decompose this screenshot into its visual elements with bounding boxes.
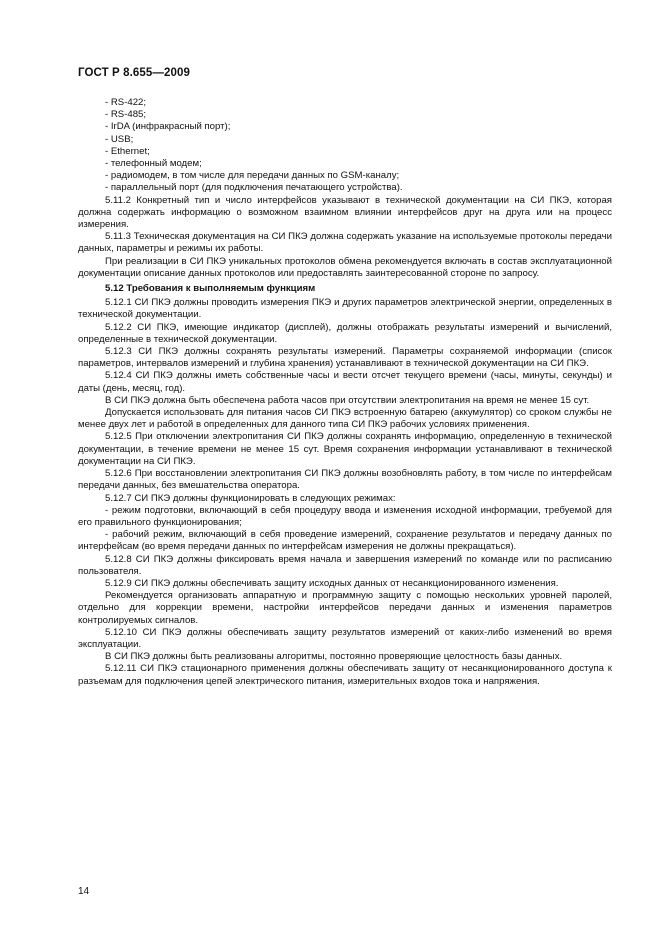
list-item: - телефонный модем; [105, 158, 202, 170]
paragraph: 5.12.11 СИ ПКЭ стационарного применения должны обеспечивать защиту от несанкционированного доступа к разъемам для подключения цепей электрического питания, измерительных входов тока и напряжения. [78, 663, 612, 687]
paragraph: 5.12.9 СИ ПКЭ должны обеспечивать защиту исходных данных от несанкционированного изменения. [105, 577, 559, 589]
paragraph: В СИ ПКЭ должны быть реализованы алгоритмы, постоянно проверяющие целостность базы данных. [105, 651, 563, 663]
page-number: 14 [78, 886, 90, 897]
paragraph: 5.12.4 СИ ПКЭ должны иметь собственные часы и вести отсчет текущего времени (часы, минуты, секунды) и даты (день, месяц, год). [78, 370, 612, 394]
paragraph: - режим подготовки, включающий в себя процедуру ввода и изменения исходной информации, требуемой для его правильного функционирования; [78, 504, 612, 528]
paragraph: 5.12.6 При восстановлении электропитания СИ ПКЭ должны возобновлять работу, в том числе по интерфейсам передачи данных, без вмешательства оператора. [78, 468, 612, 492]
paragraph: В СИ ПКЭ должна быть обеспечена работа часов при отсутствии электропитания на время не менее 15 сут. [105, 394, 590, 406]
list-item: - параллельный порт (для подключения печатающего устройства). [105, 182, 403, 194]
list-item: - радиомодем, в том числе для передачи данных по GSM-каналу; [105, 170, 400, 182]
list-item: - RS-485; [105, 109, 147, 121]
section-heading: 5.12 Требования к выполняемым функциям [105, 283, 316, 295]
list-item: - RS-422; [105, 97, 147, 108]
list-item: - USB; [105, 133, 134, 145]
paragraph: 5.12.8 СИ ПКЭ должны фиксировать время начала и завершения измерений по команде или по расписанию пользователя. [78, 553, 612, 577]
paragraph: 5.12.3 СИ ПКЭ должны сохранять результаты измерений. Параметры сохраняемой информации (список параметров, интервалов измерений и глубина хранения) устанавливают в технической документации на СИ ПКЭ. [78, 346, 612, 370]
paragraph: При реализации в СИ ПКЭ уникальных протоколов обмена рекомендуется включать в состав эксплуатационной документации описание данных протоколов или предоставлять заинтересованной стороне по запросу. [78, 255, 612, 279]
document-header: ГОСТ Р 8.655—2009 [78, 67, 190, 79]
paragraph: 5.12.2 СИ ПКЭ, имеющие индикатор (дисплей), должны отображать результаты измерений и вычислений, определенные в технической документации. [78, 321, 612, 345]
list-item: - Ethernet; [105, 145, 150, 157]
paragraph: Допускается использовать для питания часов СИ ПКЭ встроенную батарею (аккумулятор) со сроком службы не менее двух лет и работой в определенных для данного типа СИ ПКЭ рабочих условиях применения. [78, 407, 612, 431]
paragraph: 5.12.10 СИ ПКЭ должны обеспечивать защиту результатов измерений от каких-либо изменений во время эксплуатации. [78, 626, 612, 650]
list-item: - IrDA (инфракрасный порт); [105, 121, 231, 133]
paragraph: 5.12.1 СИ ПКЭ должны проводить измерения ПКЭ и других параметров электрической энергии, определенных в технической документации. [78, 297, 612, 321]
paragraph: 5.12.5 При отключении электропитания СИ ПКЭ должны сохранять информацию, определенную в технической документации, в течение времени не менее 15 сут. Время сохранения информации устанавливают в технической документации на СИ ПКЭ. [78, 431, 612, 467]
paragraph: Рекомендуется организовать аппаратную и программную защиту с помощью нескольких уровней паролей, отдельно для коррекции времени, настройки интерфейсов передачи данных и изменения параметров контролируемых сигналов. [78, 590, 612, 626]
paragraph: 5.11.2 Конкретный тип и число интерфейсов указывают в технической документации на СИ ПКЭ, которая должна содержать информацию о возможном взаимном влиянии интерфейсов друг на друга или на процесс измерения. [78, 194, 612, 231]
paragraph: 5.11.3 Техническая документация на СИ ПКЭ должна содержать указание на используемые протоколы передачи данных, параметры и режимы их работы. [78, 231, 612, 255]
paragraph: 5.12.7 СИ ПКЭ должны функционировать в следующих режимах: [105, 492, 396, 504]
paragraph: - рабочий режим, включающий в себя проведение измерений, сохранение результатов и передачу данных по интерфейсам (во время передачи данных по интерфейсам измерения не должны прекращаться). [78, 529, 612, 553]
document-body [78, 97, 612, 688]
